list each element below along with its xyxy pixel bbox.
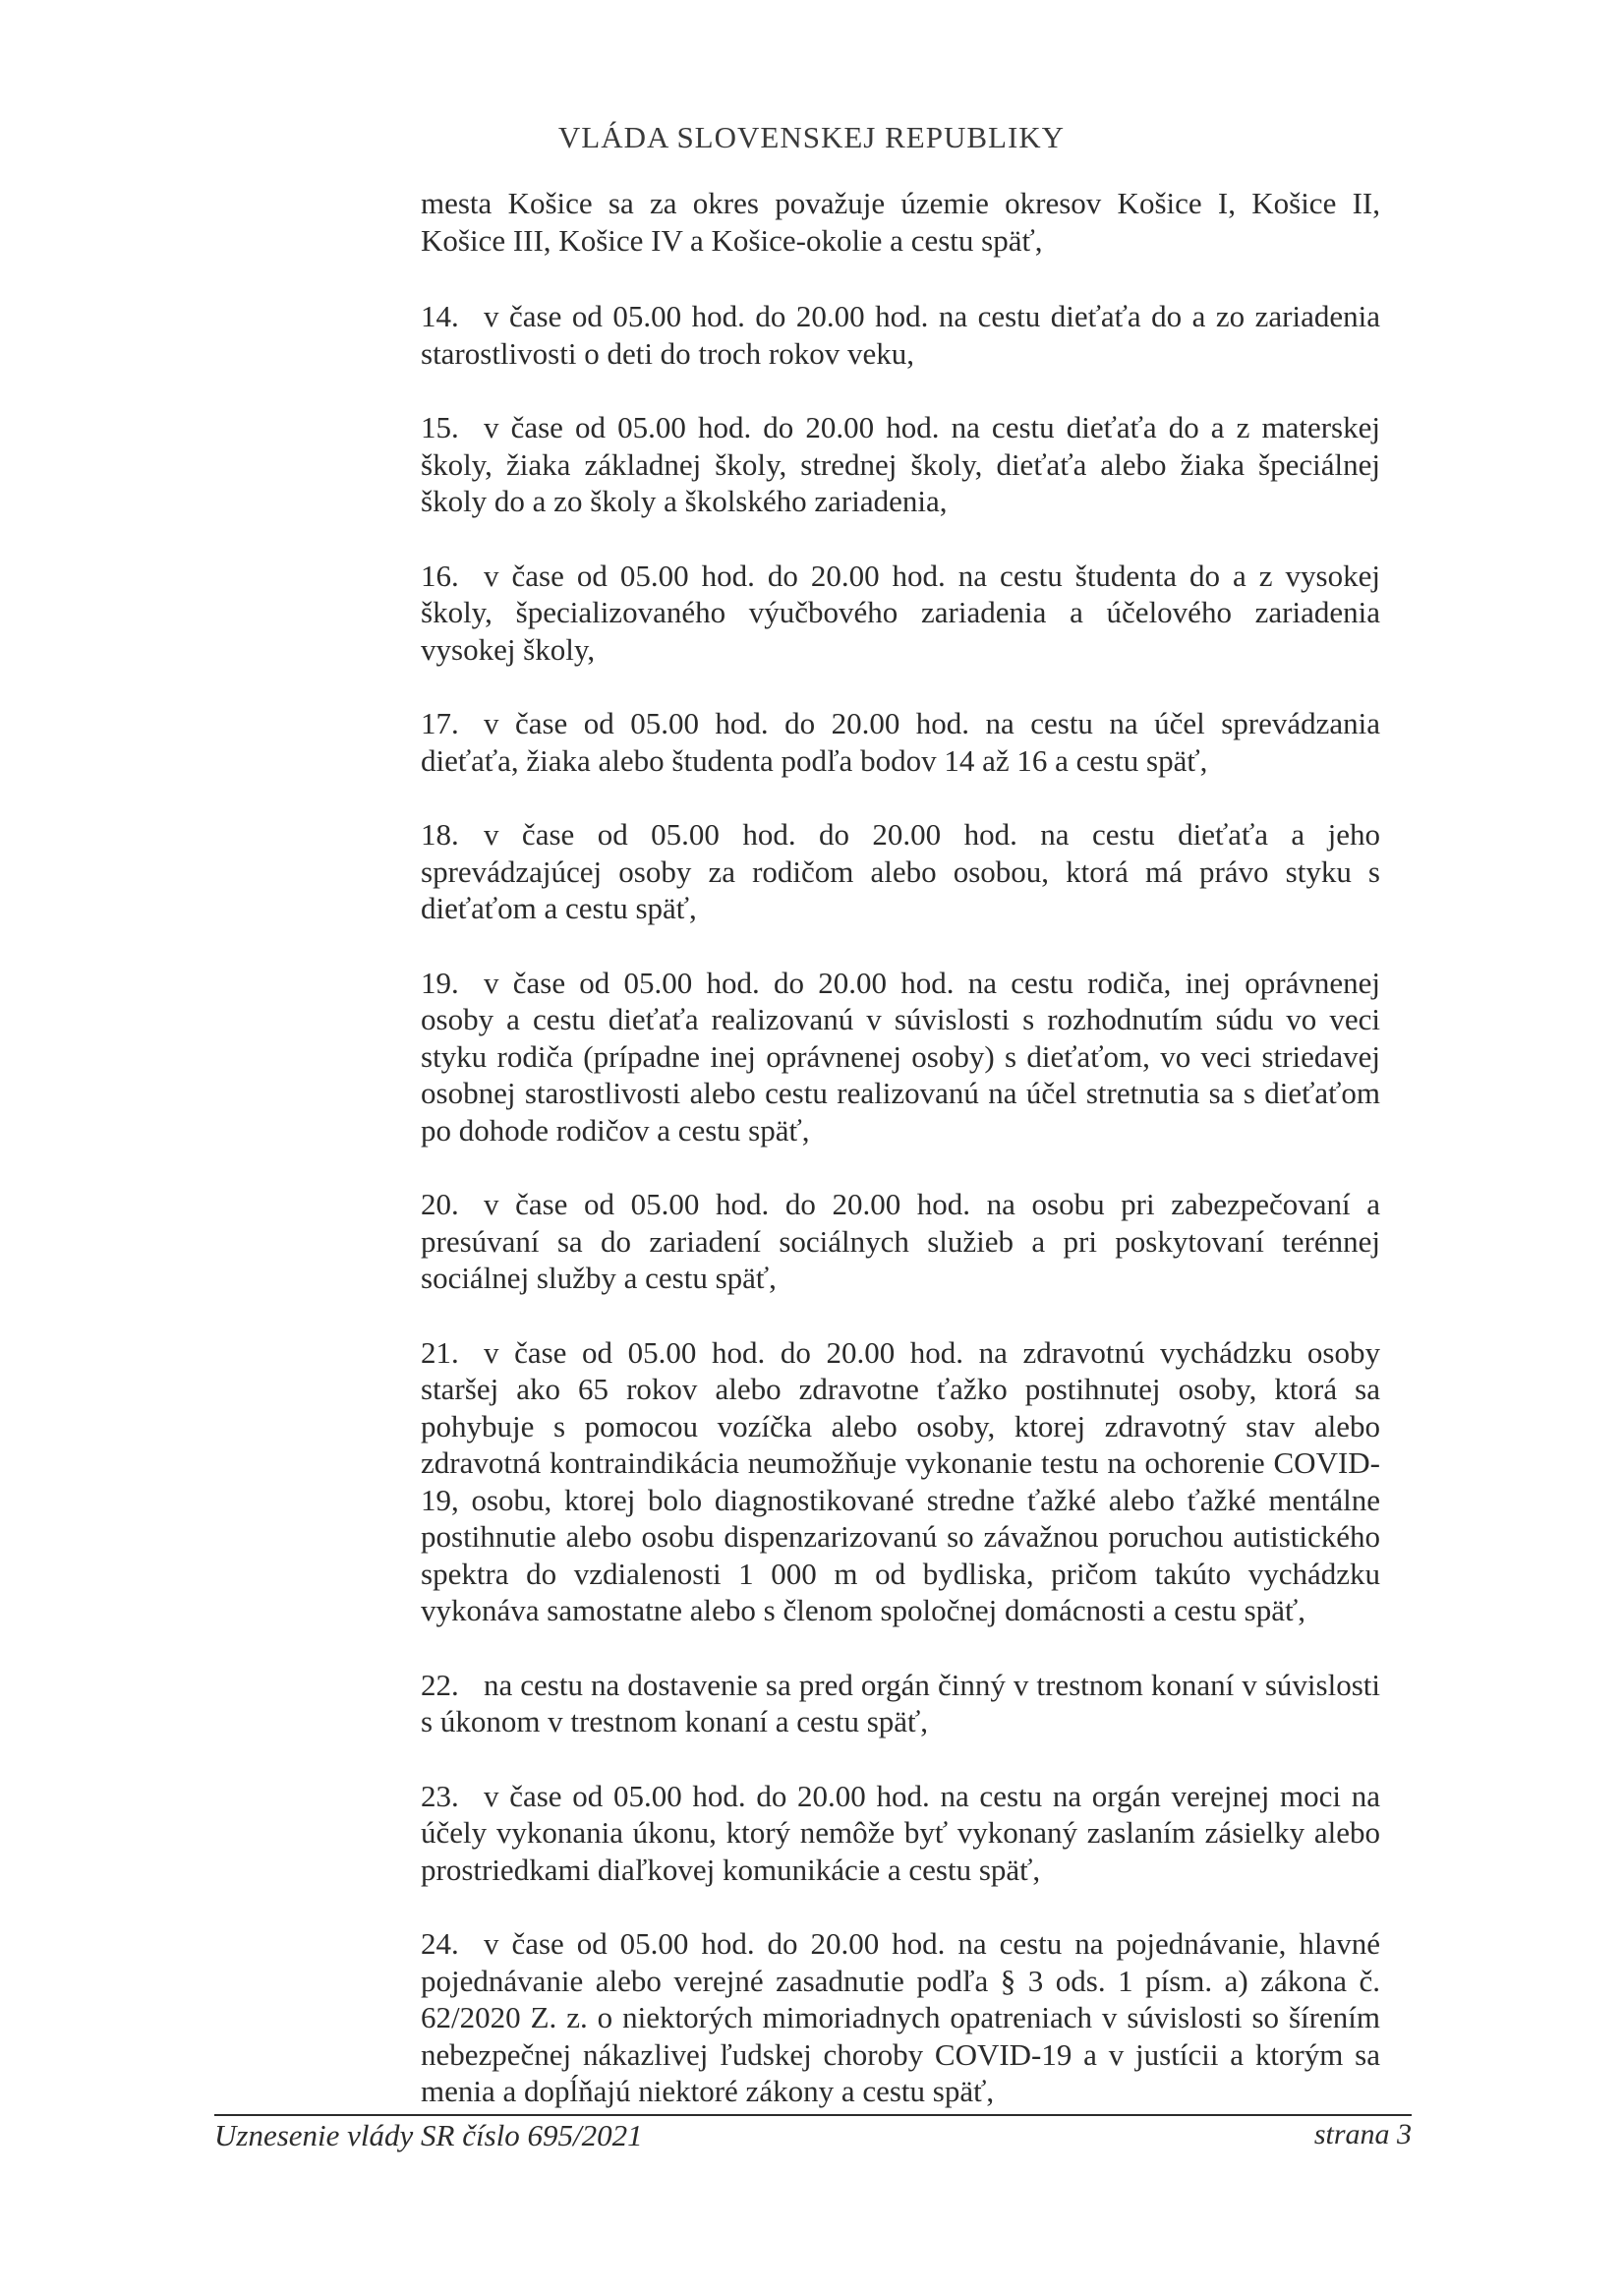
item-text: v čase od 05.00 hod. do 20.00 hod. na cestu na orgán verejnej moci na účely vykonania úkonu, ktorý nemôže byť vykonaný zaslaním zásielky alebo prostriedkami diaľkovej komunikácie a cestu späť, xyxy=(421,1778,1380,1887)
footer-divider xyxy=(214,2114,1412,2116)
document-body xyxy=(421,185,1380,2148)
item-text: v čase od 05.00 hod. do 20.00 hod. na cestu študenta do a z vysokej školy, špecializovaného výučbového zariadenia a účelového zariadenia vysokej školy, xyxy=(421,558,1380,667)
item-number: 18. xyxy=(421,817,459,852)
footer-page-number: strana 3 xyxy=(1313,2118,1412,2150)
item-number: 21. xyxy=(421,1334,459,1370)
list-item xyxy=(421,1778,1380,1889)
list-item xyxy=(421,409,1380,520)
list-item xyxy=(421,298,1380,372)
item-text: v čase od 05.00 hod. do 20.00 hod. na cestu rodiča, inej oprávnenej osoby a cestu dieťaťa realizovanú v súvislosti s rozhodnutím súdu vo veci styku rodiča (prípadne inej oprávnenej osoby) s dieťaťom, vo veci striedavej osobnej starostlivosti alebo cestu realizovanú na účel stretnutia sa s dieťaťom po dohode rodičov a cestu späť, xyxy=(421,965,1380,1148)
item-number: 17. xyxy=(421,706,459,740)
item-text: v čase od 05.00 hod. do 20.00 hod. na cestu dieťaťa do a zo zariadenia starostlivosti o deti do troch rokov veku, xyxy=(421,299,1380,371)
item-number: 15. xyxy=(421,410,459,444)
item-number: 19. xyxy=(421,965,459,1000)
item-number: 16. xyxy=(421,558,459,593)
item-text: v čase od 05.00 hod. do 20.00 hod. na cestu dieťaťa do a z materskej školy, žiaka základnej školy, strednej školy, dieťaťa alebo žiaka špeciálnej školy do a zo školy a školského zariadenia, xyxy=(421,410,1380,518)
item-text: v čase od 05.00 hod. do 20.00 hod. na cestu na účel sprevádzania dieťaťa, žiaka alebo študenta podľa bodov 14 až 16 a cestu späť, xyxy=(421,706,1380,778)
item-number: 14. xyxy=(421,299,459,333)
item-number: 22. xyxy=(421,1667,459,1702)
item-number: 24. xyxy=(421,1926,459,1961)
list-item xyxy=(421,705,1380,779)
item-text: v čase od 05.00 hod. do 20.00 hod. na osobu pri zabezpečovaní a presúvaní sa do zariadení sociálnych služieb a pri poskytovaní terénnej sociálnej služby a cestu späť, xyxy=(421,1187,1380,1295)
item-text: v čase od 05.00 hod. do 20.00 hod. na cestu dieťaťa a jeho sprevádzajúcej osoby za rodičom alebo osobou, ktorá má právo styku s dieťaťom a cestu späť, xyxy=(421,817,1380,925)
list-item xyxy=(421,1667,1380,1740)
item-text: v čase od 05.00 hod. do 20.00 hod. na zdravotnú vychádzku osoby staršej ako 65 rokov alebo zdravotne ťažko postihnutej osoby, ktorá sa pohybuje s pomocou vozíčka alebo osoby, ktorej zdravotný stav alebo zdravotná kontraindikácia neumožňuje vykonanie testu na ochorenie COVID-19, osobu, ktorej bolo diagnostikované stredne ťažké alebo ťažké mentálne postihnutie alebo osobu dispenzarizovanú so závažnou poruchou autistického spektra do vzdialenosti 1 000 m od bydliska, pričom takúto vychádzku vykonáva samostatne alebo s členom spoločnej domácnosti a cestu späť, xyxy=(421,1334,1380,1627)
intro-paragraph: mesta Košice sa za okres považuje územie okresov Košice I, Košice II, Košice III, Košice IV a Košice-okolie a cestu späť, xyxy=(421,186,1380,258)
list-item xyxy=(421,558,1380,669)
item-number: 20. xyxy=(421,1187,459,1221)
list-item xyxy=(421,816,1380,927)
page-header: VLÁDA SLOVENSKEJ REPUBLIKY xyxy=(557,120,1066,154)
list-item xyxy=(421,1334,1380,1629)
list-item xyxy=(421,1925,1380,2110)
item-number: 23. xyxy=(421,1778,459,1813)
list-item xyxy=(421,965,1380,1149)
item-text: na cestu na dostavenie sa pred orgán činný v trestnom konaní v súvislosti s úkonom v trestnom konaní a cestu späť, xyxy=(421,1667,1380,1738)
footer-resolution-reference: Uznesenie vlády SR číslo 695/2021 xyxy=(214,2118,643,2152)
item-text: v čase od 05.00 hod. do 20.00 hod. na cestu na pojednávanie, hlavné pojednávanie alebo verejné zasadnutie podľa § 3 ods. 1 písm. a) zákona č. 62/2020 Z. z. o niektorých mimoriadnych opatreniach v súvislosti so šírením nebezpečnej nákazlivej ľudskej choroby COVID-19 a v justícii a ktorým sa menia a dopĺňajú niektoré zákony a cestu späť, xyxy=(421,1926,1380,2108)
list-item xyxy=(421,1186,1380,1297)
